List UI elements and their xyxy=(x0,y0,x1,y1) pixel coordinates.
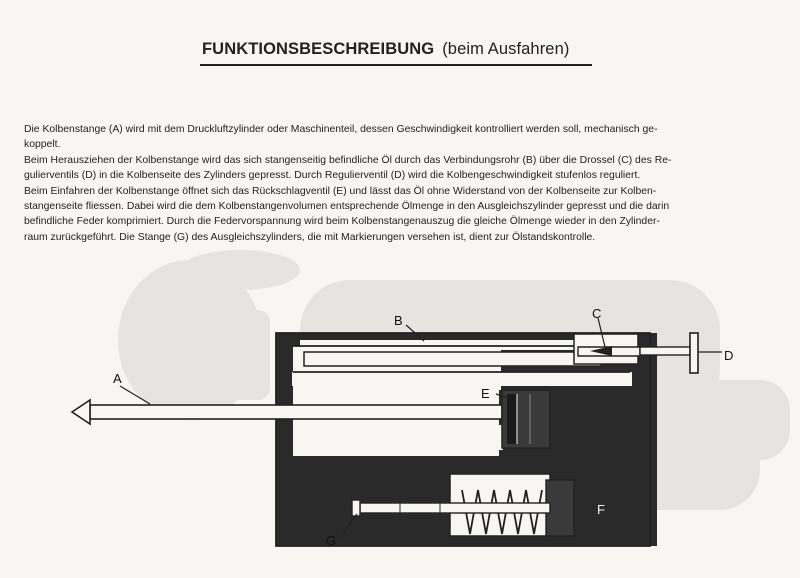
title-main: FUNKTIONSBESCHREIBUNG xyxy=(202,40,435,58)
label-e: E xyxy=(481,386,490,401)
text-line: gulierventils (D) in die Kolbenseite des Zylinders gepresst. Durch Regulierventil (D) wird die Kolbengeschwindigkeit stufenlos reguliert. xyxy=(24,170,641,182)
piston xyxy=(502,390,550,448)
text-line: Beim Herausziehen der Kolbenstange wird das sich stangenseitig befindliche Öl durch das Verbindungsrohr (B) über die Drossel (C) des Re- xyxy=(24,154,672,166)
label-f: F xyxy=(597,502,605,517)
text-line: befindliche Feder komprimiert. Durch die Federvorspannung wird beim Kolbenstangenauszug die gleiche Ölmenge wieder in den Zylinder- xyxy=(24,216,660,228)
text-line: stangenseite fliessen. Dabei wird die dem Kolbenstangenvolumen entsprechende Ölmenge in den Ausgleichszylinder gepresst und die darin xyxy=(24,201,670,213)
text-line: Beim Einfahren der Kolbenstange öffnet sich das Rückschlagventil (E) und lässt das Öl ohne Widerstand von der Kolbenseite zur Kolben- xyxy=(24,185,657,197)
label-c: C xyxy=(592,306,602,321)
text-line: koppelt. xyxy=(24,139,61,151)
title-suffix: (beim Ausfahren) xyxy=(442,40,570,58)
label-a: A xyxy=(113,371,122,386)
label-b: B xyxy=(394,313,403,328)
label-g: G xyxy=(326,533,337,548)
text-line: Die Kolbenstange (A) wird mit dem Druckluftzylinder oder Maschinenteil, dessen Geschwindigkeit kontrolliert werden soll, mechanisch ge- xyxy=(24,124,658,135)
text-line: raum zurückgeführt. Die Stange (G) des Ausgleichszylinders, die mit Markierungen versehen ist, dient zur Ölstandskontrolle. xyxy=(24,231,596,243)
label-d: D xyxy=(724,348,734,363)
